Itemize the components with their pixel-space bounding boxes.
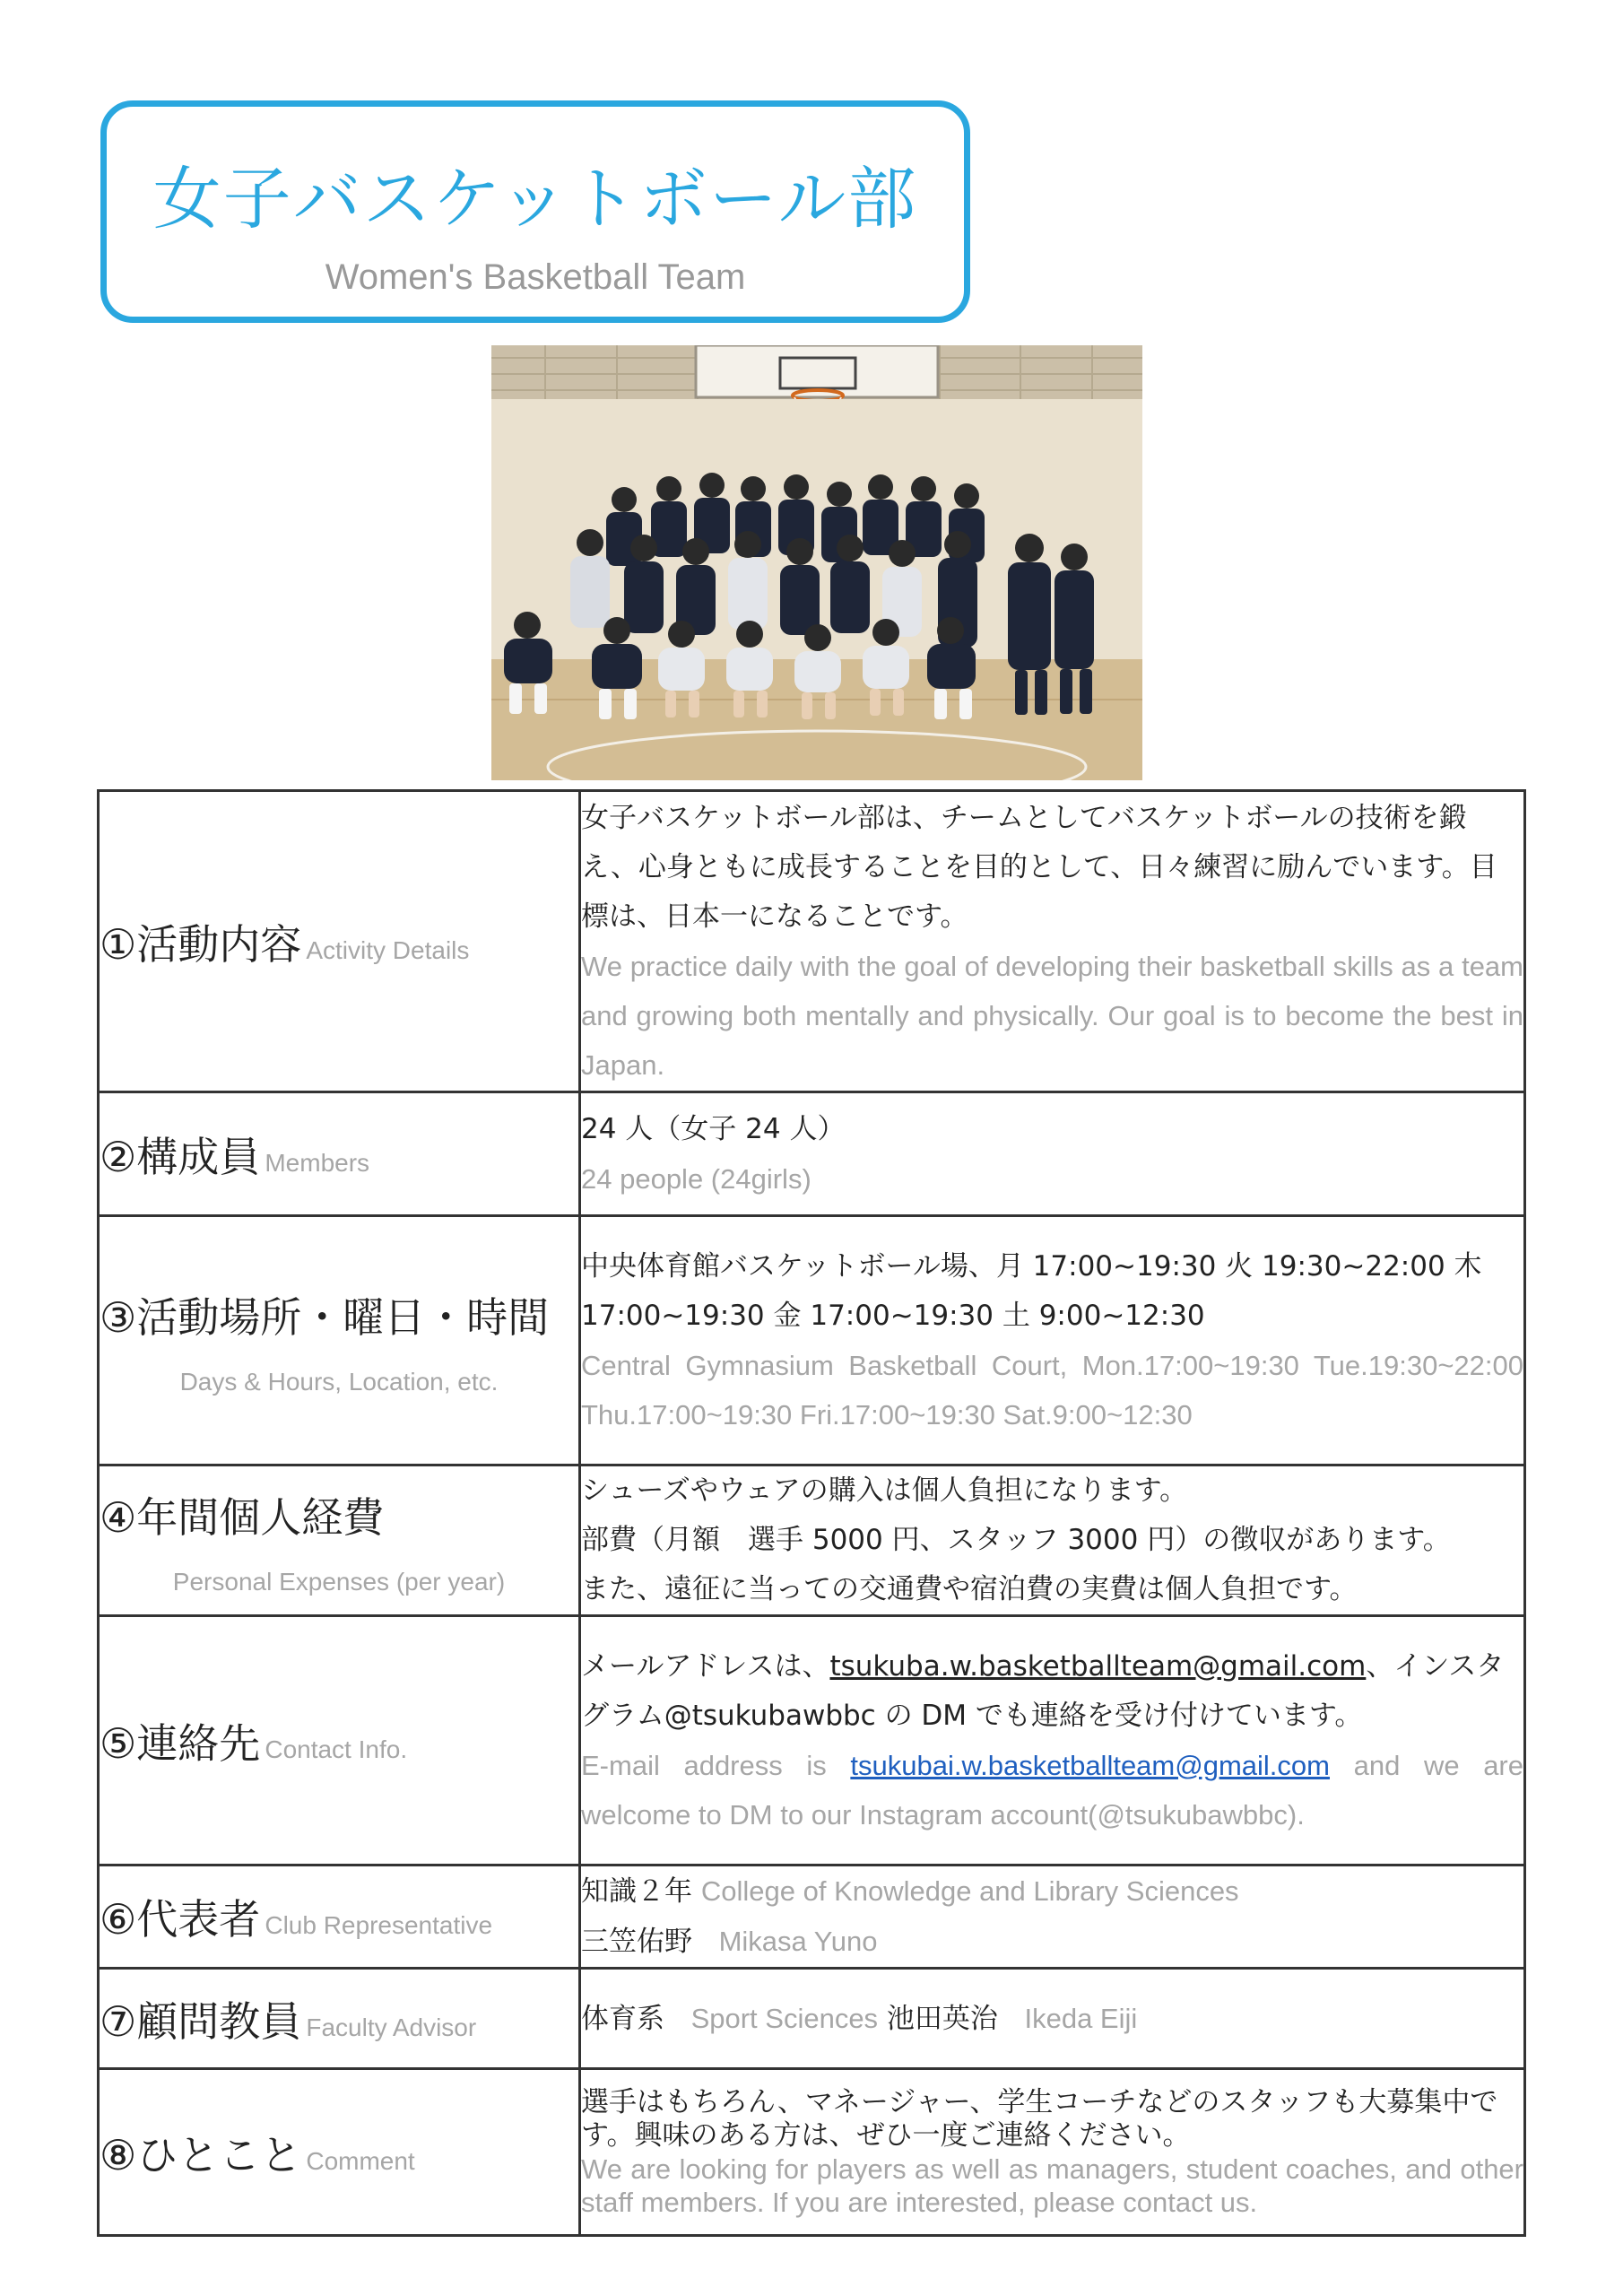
team-photo (491, 345, 1142, 780)
row-schedule (99, 1216, 1525, 1465)
label-members: ②構成員 Members (99, 1092, 580, 1216)
row-members (99, 1092, 1525, 1216)
label-activity-details: ①活動内容 Activity Details (99, 791, 580, 1092)
title-box (100, 100, 970, 323)
comment-text-en: We are looking for players as well as managers, student coaches, and other staff members. If you are interested, please contact us. (581, 2152, 1523, 2218)
content-members (580, 1092, 1525, 1216)
team-photo-illustration (491, 345, 1142, 780)
row-activity-details (99, 791, 1525, 1092)
email-link-jp[interactable]: tsukuba.w.basketballteam@gmail.com (829, 1649, 1367, 1683)
row-contact (99, 1616, 1525, 1866)
email-link-en[interactable]: tsukubai.w.basketballteam@gmail.com (850, 1749, 1330, 1781)
row-comment (99, 2069, 1525, 2236)
label-expenses: ④年間個人経費 Personal Expenses (per year) (99, 1465, 580, 1616)
schedule-text-jp: 中央体育館バスケットボール場、月 17:00~19:30 火 19:30~22:00 木 17:00~19:30 金 17:00~19:30 土 9:00~12:30 (581, 1249, 1482, 1332)
activity-text-jp: 女子バスケットボール部は、チームとしてバスケットボールの技術を鍛え、心身ともに成長することを目的として、日々練習に励んでいます。目標は、日本一になることです。 (581, 801, 1497, 933)
expenses-line-3: また、遠征に当っての交通費や宿泊費の実費は個人負担です。 (581, 1573, 1358, 1605)
label-representative: ⑥代表者 Club Representative (99, 1866, 580, 1969)
page-title: 女子バスケットボール部 (152, 159, 918, 239)
content-expenses (580, 1465, 1525, 1616)
schedule-text-en: Central Gymnasium Basketball Court, Mon.17:00~19:30 Tue.19:30~22:00 Thu.17:00~19:30 Fri.17:00~19:30 Sat.9:00~12:30 (581, 1349, 1523, 1431)
members-text-jp: 24 人（女子 24 人） (581, 1112, 846, 1145)
activity-text-en: We practice daily with the goal of developing their basketball skills as a team and growing both mentally and physically. Our goal is to become the best in Japan. (581, 950, 1523, 1081)
row-advisor (99, 1969, 1525, 2069)
content-activity-details (580, 791, 1525, 1092)
row-expenses (99, 1465, 1525, 1616)
expenses-line-1: シューズやウェアの購入は個人負担になります。 (581, 1474, 1188, 1507)
contact-text-jp: メールアドレスは、tsukuba.w.basketballteam@gmail.com、インスタグラム@tsukubawbbc の DM でも連絡を受け付けています。 (581, 1649, 1505, 1732)
members-text-en: 24 people (24girls) (581, 1162, 812, 1195)
label-contact: ⑤連絡先 Contact Info. (99, 1616, 580, 1866)
content-comment (580, 2069, 1525, 2236)
label-advisor: ⑦顧問教員 Faculty Advisor (99, 1969, 580, 2069)
contact-text-en: E-mail address is tsukubai.w.basketballteam@gmail.com and we are welcome to DM to our Instagram account(@tsukubawbbc). (581, 1749, 1523, 1831)
expenses-line-2: 部費（月額 選手 5000 円、スタッフ 3000 円）の徴収があります。 (581, 1524, 1451, 1556)
content-representative: 知識２年 College of Knowledge and Library Sciences 三笠佑野 Mikasa Yuno (580, 1866, 1525, 1969)
club-info-table (97, 789, 1526, 2237)
page-subtitle: Women's Basketball Team (325, 257, 746, 297)
row-representative (99, 1866, 1525, 1969)
comment-text-jp: 選手はもちろん、マネージャー、学生コーチなどのスタッフも大募集中です。興味のある方は、ぜひ一度ご連絡ください。 (581, 2085, 1498, 2152)
content-contact (580, 1616, 1525, 1866)
label-comment: ⑧ひとこと Comment (99, 2069, 580, 2236)
content-schedule (580, 1216, 1525, 1465)
content-advisor: 体育系 Sport Sciences 池田英治 Ikeda Eiji (580, 1969, 1525, 2069)
label-schedule: ③活動場所・曜日・時間 Days & Hours, Location, etc. (99, 1216, 580, 1465)
